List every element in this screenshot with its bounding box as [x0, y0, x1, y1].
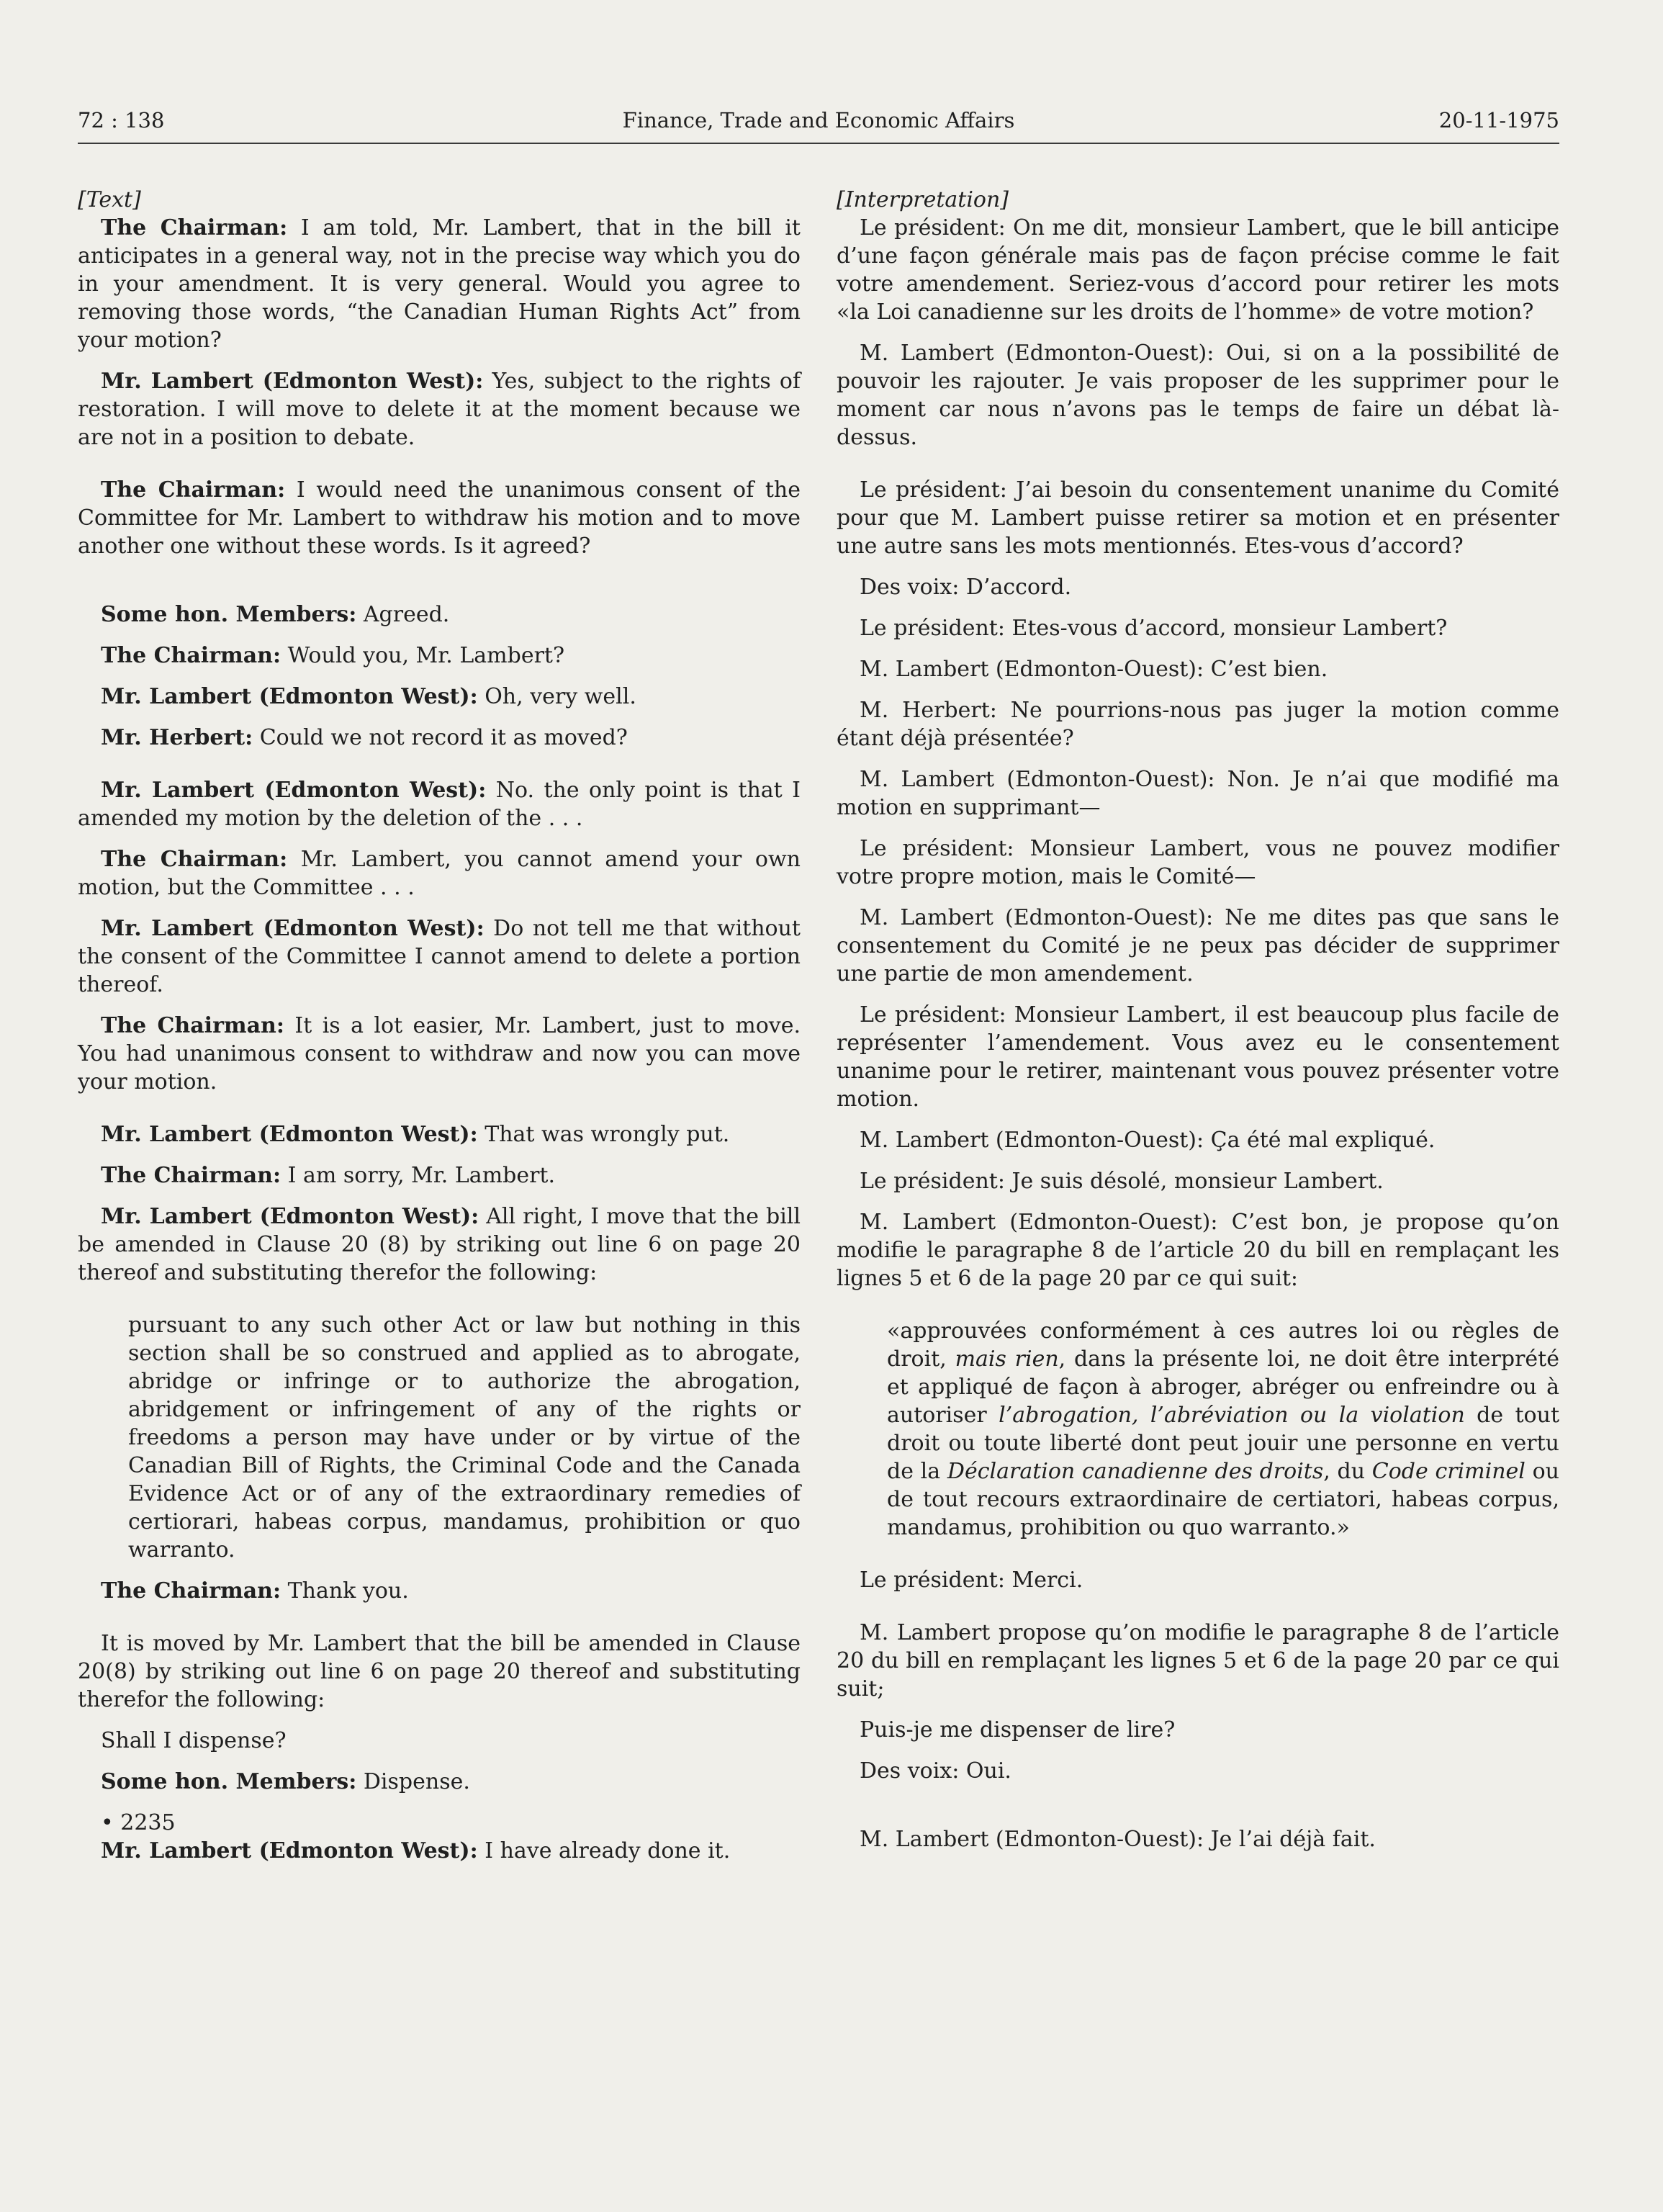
- speaker-name: The Chairman:: [101, 1163, 281, 1188]
- paragraph: M. Lambert (Edmonton-Ouest): C’est bon, je propose qu’on modifie le paragraphe 8 de l’article 20 du bill en remplaçant les lignes 5 et 6 de la page 20 par ce qui suit:: [837, 1210, 1559, 1291]
- paragraph: The Chairman: Would you, Mr. Lambert?: [101, 643, 565, 668]
- paragraph: Mr. Lambert (Edmonton West): I have already done it.: [101, 1838, 731, 1863]
- speaker-name: Some hon. Members:: [101, 1769, 357, 1794]
- paragraph: The Chairman: It is a lot easier, Mr. Lambert, just to move. You had unanimous consent to withdraw and now you can move your motion.: [78, 1013, 801, 1094]
- paragraph: M. Lambert (Edmonton-Ouest): Ça été mal expliqué.: [860, 1128, 1436, 1153]
- paragraph: Le président: Etes-vous d’accord, monsieur Lambert?: [860, 616, 1448, 641]
- paragraph: Mr. Lambert (Edmonton West): Yes, subject to the rights of restoration. I will move to delete it at the moment because we are not in a position to debate.: [78, 369, 801, 450]
- paragraph: The Chairman: I would need the unanimous consent of the Committee for Mr. Lambert to withdraw his motion and to move another one without these words. Is it agreed?: [78, 477, 801, 559]
- paragraph: Des voix: Oui.: [860, 1758, 1011, 1784]
- paragraph: M. Lambert (Edmonton-Ouest): Oui, si on a la possibilité de pouvoir les rajouter. Je vais proposer de les supprimer pour le moment car nous n’avons pas le temps de faire un débat là-dessus.: [837, 341, 1559, 450]
- speaker-name: Mr. Herbert:: [101, 725, 253, 750]
- header-date: 20-11-1975: [1438, 108, 1559, 132]
- paragraph: The Chairman: Thank you.: [101, 1578, 409, 1604]
- paragraph: M. Lambert propose qu’on modifie le paragraphe 8 de l’article 20 du bill en remplaçant les lignes 5 et 6 de la page 20 par ce qui suit;: [837, 1620, 1559, 1701]
- paragraph: Puis-je me dispenser de lire?: [860, 1717, 1176, 1743]
- speaker-name: Mr. Lambert (Edmonton West):: [101, 684, 478, 709]
- paragraph: M. Lambert (Edmonton-Ouest): C’est bien.: [860, 657, 1328, 682]
- page-number: 72 : 138: [78, 108, 165, 132]
- speaker-name: The Chairman:: [101, 1013, 284, 1038]
- page-header: [78, 107, 1559, 144]
- paragraph: Le président: Monsieur Lambert, il est beaucoup plus facile de représenter l’amendement. Vous avez eu le consentement unanime pour le retirer, maintenant vous pouvez présenter votre motion.: [837, 1002, 1559, 1112]
- speaker-name: Mr. Lambert (Edmonton West):: [101, 1122, 478, 1147]
- paragraph: Le président: J’ai besoin du consentement unanime du Comité pour que M. Lambert puisse retirer sa motion et en présenter une autre sans les mots mentionnés. Etes-vous d’accord?: [837, 477, 1559, 559]
- paragraph: Some hon. Members: Dispense.: [101, 1769, 470, 1794]
- speaker-name: Mr. Lambert (Edmonton West):: [101, 916, 485, 941]
- paragraph: Mr. Lambert (Edmonton West): Oh, very well.: [101, 684, 636, 709]
- paragraph: M. Herbert: Ne pourrions-nous pas juger la motion comme étant déjà présentée?: [837, 698, 1559, 751]
- english-column: [78, 186, 801, 1865]
- speaker-name: The Chairman:: [101, 1578, 281, 1604]
- french-column: [837, 186, 1559, 1853]
- paragraph: Some hon. Members: Agreed.: [101, 602, 450, 627]
- paragraph: The Chairman: Mr. Lambert, you cannot amend your own motion, but the Committee . . .: [78, 847, 801, 900]
- paragraph: Mr. Lambert (Edmonton West): All right, I move that the bill be amended in Clause 20 (8) by striking out line 6 on page 20 thereof and substituting therefor the following:: [78, 1204, 801, 1285]
- paragraph: The Chairman: I am told, Mr. Lambert, that in the bill it anticipates in a general way, not in the precise way which you do in your amendment. It is very general. Would you agree to removing those words, “the Canadian Human Rights Act” from your motion?: [78, 215, 801, 353]
- paragraph: Mr. Herbert: Could we not record it as moved?: [101, 725, 628, 750]
- paragraph: Des voix: D’accord.: [860, 575, 1072, 600]
- paragraph: Le président: Monsieur Lambert, vous ne pouvez modifier votre propre motion, mais le Comité—: [837, 836, 1559, 889]
- speaker-name: The Chairman:: [101, 643, 281, 668]
- section-label: [Interpretation]: [837, 187, 1009, 212]
- speaker-name: The Chairman:: [101, 847, 288, 872]
- time-marker: • 2235: [101, 1810, 176, 1835]
- quoted-amendment: «approuvées conformément à ces autres loi ou règles de droit, mais rien, dans la présente loi, ne doit être interprété et appliqué de façon à abroger, abréger ou enfreindre ou à autoriser l’abrogation, l’abréviation ou la violation de tout droit ou toute liberté dont peut jouir une personne en vertu de la Déclaration canadienne des droits, du Code criminel ou de tout recours extraordinaire de certiatori, habeas corpus, mandamus, prohibition ou quo warranto.»: [887, 1318, 1560, 1540]
- paragraph: M. Lambert (Edmonton-Ouest): Ne me dites pas que sans le consentement du Comité je ne peux pas décider de supprimer une partie de mon amendement.: [837, 905, 1559, 986]
- paragraph: Le président: On me dit, monsieur Lambert, que le bill anticipe d’une façon générale mais pas de façon précise comme le fait votre amendement. Seriez-vous d’accord pour retirer les mots «la Loi canadienne sur les droits de l’homme» de votre motion?: [837, 215, 1559, 325]
- speaker-name: Mr. Lambert (Edmonton West):: [101, 1204, 479, 1229]
- paragraph: It is moved by Mr. Lambert that the bill be amended in Clause 20(8) by striking out line 6 on page 20 thereof and substituting therefor the following:: [78, 1631, 801, 1712]
- paragraph: Mr. Lambert (Edmonton West): Do not tell me that without the consent of the Committee I cannot amend to delete a portion thereof.: [78, 916, 801, 997]
- speaker-name: Some hon. Members:: [101, 602, 357, 627]
- paragraph: M. Lambert (Edmonton-Ouest): Je l’ai déjà fait.: [860, 1827, 1376, 1852]
- paragraph: Le président: Merci.: [860, 1568, 1083, 1593]
- running-title: Finance, Trade and Economic Affairs: [622, 108, 1015, 132]
- speaker-name: Mr. Lambert (Edmonton West):: [101, 778, 487, 803]
- speaker-name: The Chairman:: [101, 215, 288, 240]
- paragraph: M. Lambert (Edmonton-Ouest): Non. Je n’ai que modifié ma motion en supprimant—: [837, 767, 1559, 820]
- speaker-name: Mr. Lambert (Edmonton West):: [101, 369, 484, 394]
- paragraph: Mr. Lambert (Edmonton West): No. the only point is that I amended my motion by the deletion of the . . .: [78, 778, 801, 831]
- speaker-name: Mr. Lambert (Edmonton West):: [101, 1838, 478, 1863]
- paragraph: The Chairman: I am sorry, Mr. Lambert.: [101, 1163, 556, 1188]
- speaker-name: The Chairman:: [101, 477, 286, 503]
- quoted-amendment: pursuant to any such other Act or law but nothing in this section shall be so construed and applied as to abrogate, abridge or infringe or to authorize the abrogation, abridgement or infringement of any of the rights or freedoms a person may have under or by virtue of the Canadian Bill of Rights, the Criminal Code and the Canada Evidence Act or of any of the extraordinary remedies of certiorari, habeas corpus, mandamus, prohibition or quo warranto.: [128, 1313, 801, 1563]
- paragraph: Mr. Lambert (Edmonton West): That was wrongly put.: [101, 1122, 730, 1147]
- paragraph: Le président: Je suis désolé, monsieur Lambert.: [860, 1169, 1384, 1194]
- section-label: [Text]: [78, 187, 141, 212]
- paragraph: Shall I dispense?: [101, 1728, 287, 1753]
